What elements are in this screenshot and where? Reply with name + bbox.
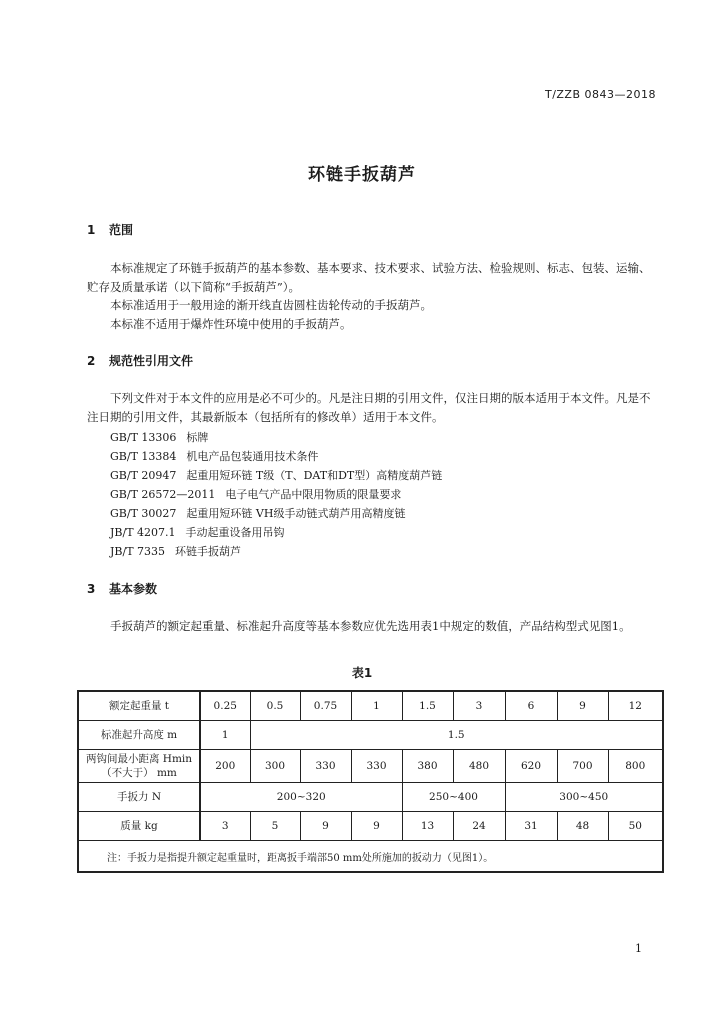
table-cell: 1 xyxy=(351,691,402,721)
table-caption: 表1 xyxy=(351,666,373,680)
table-cell: 0.5 xyxy=(250,691,300,721)
section-title: 基本参数 xyxy=(109,582,158,596)
table-cell: 620 xyxy=(505,750,557,783)
table-row-capacity xyxy=(78,691,663,721)
section-number: 1 xyxy=(87,223,96,237)
table-cell: 24 xyxy=(453,812,505,841)
table-cell: 6 xyxy=(505,691,557,721)
reference-title: 手动起重设备用吊钩 xyxy=(185,526,285,539)
reference-code: GB/T 13384 xyxy=(110,450,177,463)
section-number: 3 xyxy=(87,582,96,596)
section-2-heading xyxy=(87,352,193,369)
reference-item xyxy=(110,542,241,561)
reference-code: GB/T 26572—2011 xyxy=(110,488,216,501)
reference-code: GB/T 13306 xyxy=(110,431,177,444)
table-row-lift xyxy=(78,721,663,750)
table-cell: 9 xyxy=(351,812,402,841)
table-cell: 13 xyxy=(402,812,453,841)
reference-item xyxy=(110,447,318,466)
table-cell: 200~320 xyxy=(200,783,402,812)
reference-title: 电子电气产品中限用物质的限量要求 xyxy=(225,488,402,501)
table-cell: 1.5 xyxy=(250,721,663,750)
reference-title: 标牌 xyxy=(186,431,209,444)
reference-code: JB/T 4207.1 xyxy=(110,526,176,539)
table-cell: 300~450 xyxy=(505,783,663,812)
table-cell: 1 xyxy=(200,721,250,750)
table-cell: 9 xyxy=(557,691,608,721)
row-label xyxy=(78,750,200,783)
table-row-mass xyxy=(78,812,663,841)
table-cell: 330 xyxy=(300,750,351,783)
section-1-paragraph-1: 本标准规定了环链手扳葫芦的基本参数、基本要求、技术要求、试验方法、检验规则、标志、包装、运输、贮存及质量承诺（以下简称“手扳葫芦”）。 xyxy=(87,261,651,294)
page-number: 1 xyxy=(635,942,642,955)
section-1-paragraph-3: 本标准不适用于爆炸性环境中使用的手扳葫芦。 xyxy=(110,317,352,331)
table-cell: 1.5 xyxy=(402,691,453,721)
table-cell: 31 xyxy=(505,812,557,841)
table-cell: 3 xyxy=(453,691,505,721)
table-cell: 3 xyxy=(200,812,250,841)
section-2-intro: 下列文件对于本文件的应用是必不可少的。凡是注日期的引用文件，仅注日期的版本适用于本文件。凡是不注日期的引用文件，其最新版本（包括所有的修改单）适用于本文件。 xyxy=(87,391,651,424)
table-cell: 800 xyxy=(608,750,663,783)
document-title: 环链手扳葫芦 xyxy=(308,165,416,185)
table-cell: 50 xyxy=(608,812,663,841)
section-3-paragraph: 手扳葫芦的额定起重量、标准起升高度等基本参数应优先选用表1中规定的数值，产品结构型式见图1。 xyxy=(110,619,631,633)
section-1-heading xyxy=(87,221,133,238)
table-cell: 5 xyxy=(250,812,300,841)
standard-code: T/ZZB 0843—2018 xyxy=(544,88,656,101)
table-cell: 12 xyxy=(608,691,663,721)
reference-title: 环链手扳葫芦 xyxy=(175,545,242,558)
parameters-table xyxy=(77,690,664,873)
table-cell: 250~400 xyxy=(402,783,505,812)
table-cell: 0.25 xyxy=(200,691,250,721)
reference-title: 机电产品包装通用技术条件 xyxy=(186,450,319,463)
section-1-paragraph-2: 本标准适用于一般用途的渐开线直齿圆柱齿轮传动的手扳葫芦。 xyxy=(110,298,432,312)
reference-title: 起重用短环链 VH级手动链式葫芦用高精度链 xyxy=(186,507,406,520)
row-label-line: （不大于） mm xyxy=(101,767,177,779)
table-cell: 300 xyxy=(250,750,300,783)
reference-item xyxy=(110,428,208,447)
table-cell: 330 xyxy=(351,750,402,783)
table-cell: 380 xyxy=(402,750,453,783)
table-cell: 48 xyxy=(557,812,608,841)
row-label: 标准起升高度 m xyxy=(78,721,200,750)
table-cell: 9 xyxy=(300,812,351,841)
row-label: 质量 kg xyxy=(78,812,200,841)
section-3-heading xyxy=(87,580,157,597)
reference-item xyxy=(110,504,405,523)
reference-item xyxy=(110,466,442,485)
row-label: 手扳力 N xyxy=(78,783,200,812)
reference-code: JB/T 7335 xyxy=(110,545,166,558)
reference-item xyxy=(110,523,285,542)
section-title: 范围 xyxy=(109,223,134,237)
row-label: 额定起重量 t xyxy=(78,691,200,721)
table-note: 注：手扳力是指提升额定起重量时，距离扳手端部50 mm处所施加的扳动力（见图1）。 xyxy=(78,841,663,873)
section-title: 规范性引用文件 xyxy=(109,354,194,368)
reference-title: 起重用短环链 T级（T、DAT和DT型）高精度葫芦链 xyxy=(186,469,443,482)
reference-item xyxy=(110,485,401,504)
table-cell: 700 xyxy=(557,750,608,783)
table-row-hook-distance xyxy=(78,750,663,783)
section-number: 2 xyxy=(87,354,96,368)
table-row-force xyxy=(78,783,663,812)
table-row-note xyxy=(78,841,663,873)
table-cell: 0.75 xyxy=(300,691,351,721)
table-cell: 200 xyxy=(200,750,250,783)
reference-code: GB/T 20947 xyxy=(110,469,177,482)
row-label-line: 两钩间最小距离 Hmin xyxy=(85,753,193,765)
reference-code: GB/T 30027 xyxy=(110,507,177,520)
table-cell: 480 xyxy=(453,750,505,783)
